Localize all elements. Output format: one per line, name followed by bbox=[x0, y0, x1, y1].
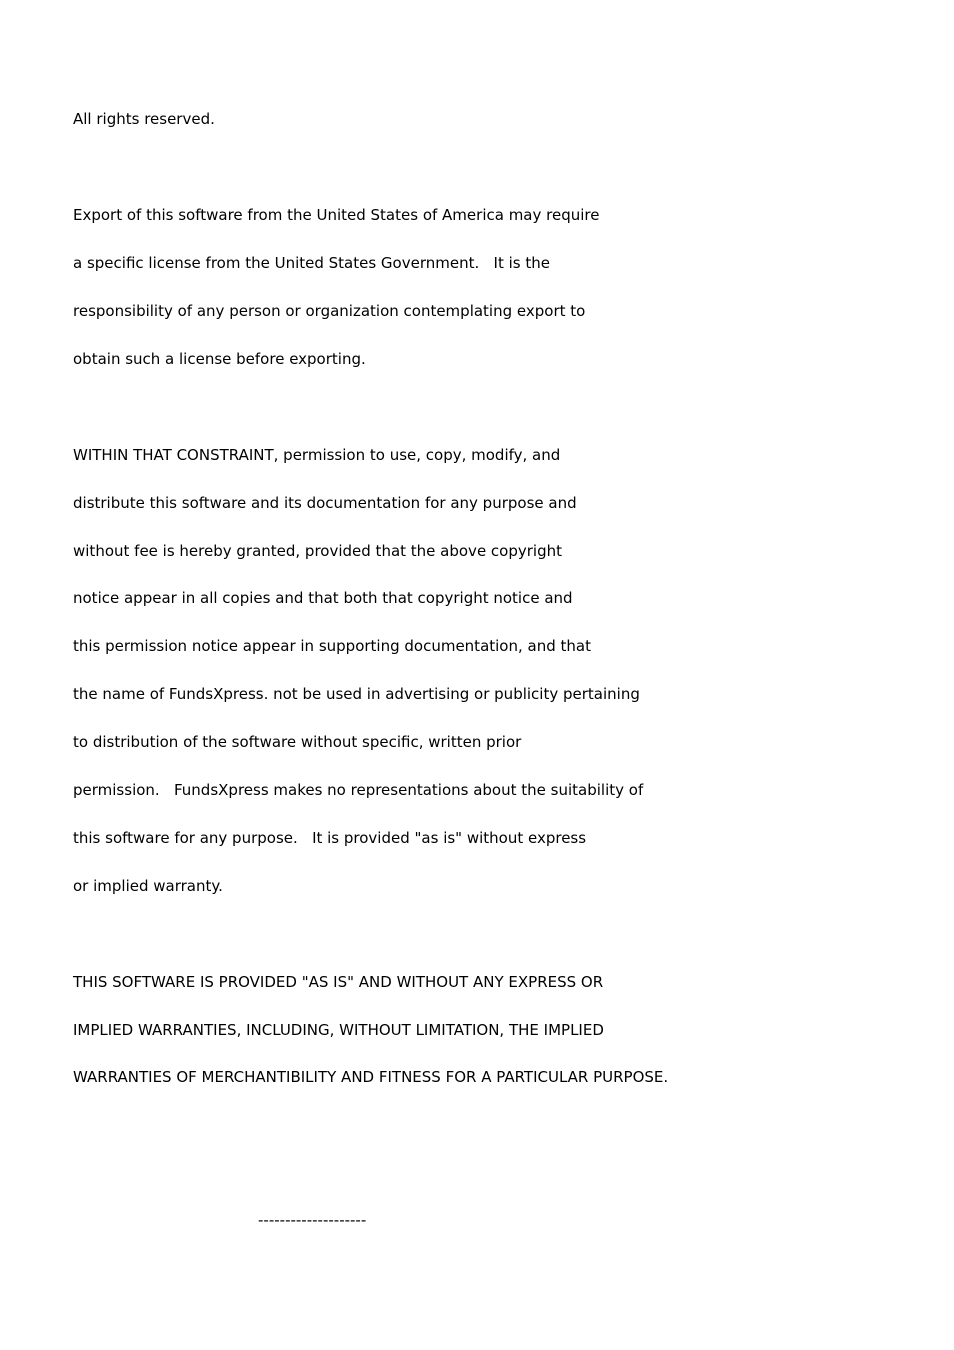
warranty-line-3: WARRANTIES OF MERCHANTIBILITY AND FITNESS FOR A PARTICULAR PURPOSE. bbox=[73, 1068, 669, 1086]
separator-line: -------------------- bbox=[258, 1211, 367, 1229]
permission-line-8: permission. FundsXpress makes no representations about the suitability of bbox=[73, 781, 644, 799]
permission-line-3: without fee is hereby granted, provided that the above copyright bbox=[73, 542, 563, 560]
export-line-2: a specific license from the United States Government. It is the bbox=[73, 254, 550, 272]
permission-line-9: this software for any purpose. It is provided "as is" without express bbox=[73, 829, 587, 847]
permission-line-5: this permission notice appear in supporting documentation, and that bbox=[73, 637, 591, 655]
permission-line-1: WITHIN THAT CONSTRAINT, permission to use, copy, modify, and bbox=[73, 446, 561, 464]
permission-line-7: to distribution of the software without specific, written prior bbox=[73, 733, 522, 751]
permission-line-10: or implied warranty. bbox=[73, 877, 223, 895]
permission-line-2: distribute this software and its documentation for any purpose and bbox=[73, 494, 577, 512]
export-line-3: responsibility of any person or organization contemplating export to bbox=[73, 302, 586, 320]
warranty-line-2: IMPLIED WARRANTIES, INCLUDING, WITHOUT LIMITATION, THE IMPLIED bbox=[73, 1021, 604, 1039]
export-line-4: obtain such a license before exporting. bbox=[73, 350, 366, 368]
export-line-1: Export of this software from the United States of America may require bbox=[73, 206, 600, 224]
permission-line-6: the name of FundsXpress. not be used in advertising or publicity pertaining bbox=[73, 685, 640, 703]
permission-line-4: notice appear in all copies and that both that copyright notice and bbox=[73, 589, 573, 607]
warranty-line-1: THIS SOFTWARE IS PROVIDED "AS IS" AND WITHOUT ANY EXPRESS OR bbox=[73, 973, 604, 991]
rights-line: All rights reserved. bbox=[73, 110, 215, 128]
